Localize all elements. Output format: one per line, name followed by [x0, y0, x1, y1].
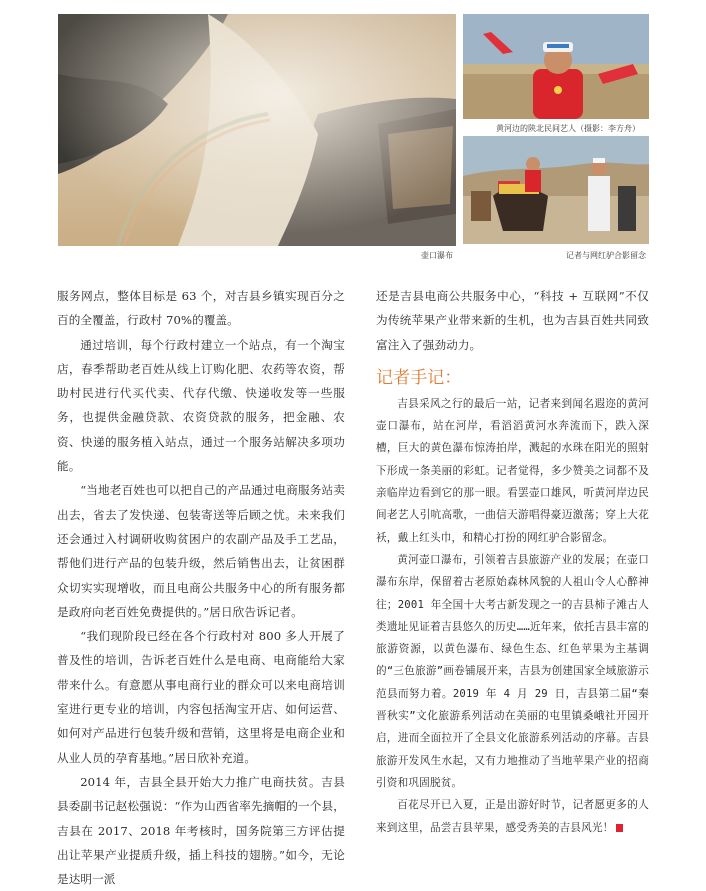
donkey-photo	[463, 136, 649, 244]
notes-paragraph: 吉县采风之行的最后一站，记者来到闻名遐迩的黄河壶口瀑布，站在河岸，看滔滔黄河水奔流而下，跌入深槽，巨大的黄色瀑布惊涛拍岸，溅起的水珠在阳光的照射下形成一条美丽的彩虹。记者觉得，多少赞美之词都不及亲临岸边看到它的那一眼。看罢壶口雄风，听黄河岸边民间老艺人引吭高歌，一曲信天游唱得豪迈激荡；穿上大花袄，戴上红头巾，和精心打扮的网红驴合影留念。	[376, 397, 649, 544]
notes-paragraph	[376, 794, 649, 839]
waterfall-photo	[58, 14, 456, 246]
paragraph: “我们现阶段已经在各个行政村对 800 多人开展了普及性的培训，告诉老百姓什么是电商、电商能给大家带来什么。有意愿从事电商行业的群众可以来电商培训室进行更专业的培训，内容包括淘宝开店、如何运营、如何对产品进行包装升级和营销，这里将是电商企业和从业人员的孕育基地。”居日欣补充道。	[57, 629, 345, 765]
paragraph: 2014 年，吉县全县开始大力推广电商扶贫。吉县县委副书记赵松强说：“作为山西省率先摘帽的一个县，吉县在 2017、2018 年考核时，国务院第三方评估提出让苹果产业提质升级，插上科技的翅膀。”如今，无论是达明一派	[57, 774, 345, 887]
end-mark-icon	[616, 824, 623, 832]
notes-section	[376, 393, 649, 839]
notes-paragraph: 黄河壶口瀑布，引领着吉县旅游产业的发展；在壶口瀑布东岸，保留着古老原始森林风貌的人祖山令人心醉神往；2001 年全国十大考古新发现之一的吉县柿子滩古人类遗址见证着吉县悠久的历史……近年来，依托吉县丰富的旅游资源，以黄色瀑布、绿色生态、红色苹果为主基调的“三色旅游”画卷铺展开来，吉县为创建国家全域旅游示范县而努力着。2019 年 4 月 29 日，吉县第二届“秦晋秋实”文化旅游系列活动在美丽的屯里镇桑峨社开园开启，进而全面拉开了全县文化旅游系列活动的序幕。吉县旅游开发风生水起，又有力地推动了当地苹果产业的招商引资和巩固脱贫。	[376, 553, 649, 789]
paragraph: 通过培训，每个行政村建立一个站点，有一个淘宝店，春季帮助老百姓从线上订购化肥、农药等农资，帮助村民进行代买代卖、代存代缴、快递收发等一些服务，也提供金融贷款、农资贷款的服务，把金融、农资、快递的服务植入站点，通过一个服务站解决多项功能。	[57, 337, 345, 474]
left-column	[57, 284, 345, 891]
waterfall-caption: 壶口瀑布	[421, 251, 453, 260]
paragraph: “当地老百姓也可以把自己的产品通过电商服务站卖出去，省去了发快递、包装寄送等后顾之忧。未来我们还会通过入村调研收购贫困户的农副产品及手工艺品，帮他们进行产品的包装升级，然后销售出去，让贫困群众切实实现增收，而且电商公共服务中心的所有服务都是政府向老百姓免费提供的。”居日欣告诉记者。	[57, 483, 345, 619]
paragraph: 还是吉县电商公共服务中心，“科技 + 互联网”不仅为传统苹果产业带来新的生机，也为吉县百姓共同致富注入了强劲动力。	[376, 289, 649, 352]
folk-artist-photo	[463, 14, 649, 119]
paragraph: 服务网点，整体目标是 63 个，对吉县乡镇实现百分之百的全覆盖，行政村 70%的覆盖。	[57, 289, 345, 328]
right-column	[376, 284, 649, 839]
folk-artist-caption: 黄河边的陕北民间艺人（摄影：李方舟）	[496, 124, 640, 133]
notes-closing-text: 百花尽开已入夏，正是出游好时节，记者愿更多的人来到这里，品尝吉县苹果，感受秀美的吉县风光！	[376, 799, 649, 834]
donkey-caption: 记者与网红驴合影留念	[566, 251, 646, 260]
notes-title: 记者手记：	[376, 367, 462, 388]
